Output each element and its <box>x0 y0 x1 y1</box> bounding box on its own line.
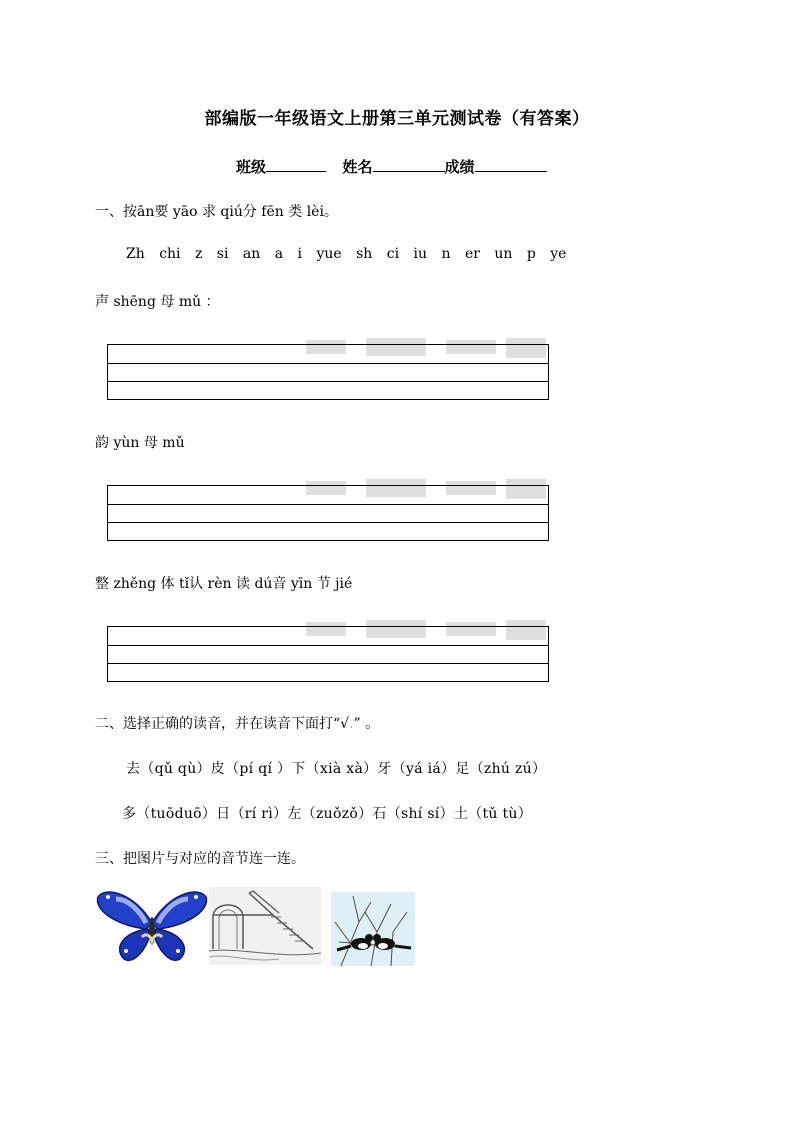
q2-heading-prefix: 二、选择正确的读音，并在读音下面打“ <box>95 716 341 732</box>
q2-heading <box>95 713 379 733</box>
student-info <box>236 156 547 177</box>
dot-mark: . <box>349 716 354 732</box>
class-label: 班级 <box>236 158 267 176</box>
q1-heading: 一、按ān要 yāo 求 qiú分 fēn 类 lèi。 <box>95 204 338 220</box>
name-blank[interactable] <box>373 157 445 172</box>
pinyin-letters: Zh chi z si an a i yue sh ci iu n er un p ye <box>126 246 567 262</box>
shengmu-label: 声 shēng 母 mǔ ： <box>95 294 220 310</box>
name-label: 姓名 <box>342 158 373 176</box>
magpies-image[interactable] <box>331 892 415 966</box>
reading-options-row-1[interactable]: 去（qǔ qù）皮（pí qí ）下（xià xà）牙（yá iá）足（zhú zú） <box>126 761 547 777</box>
score-blank[interactable] <box>475 157 547 172</box>
reading-options-row-2[interactable]: 多（tuōduō）日（rí rì）左（zuǒzǒ）石（shí sí）土（tǔ tù） <box>122 806 533 822</box>
shengmu-writing-lines[interactable] <box>107 344 549 400</box>
bridge-image[interactable] <box>209 887 321 965</box>
zhengti-writing-lines[interactable] <box>107 626 549 682</box>
yunmu-label: 韵 yùn 母 mǔ <box>95 435 185 451</box>
yunmu-writing-lines[interactable] <box>107 485 549 541</box>
class-blank[interactable] <box>266 157 326 172</box>
butterfly-image[interactable] <box>96 885 208 965</box>
score-label: 成绩 <box>444 158 475 176</box>
q2-heading-suffix: ” 。 <box>353 716 380 732</box>
zhengti-label: 整 zhěng 体 tǐ认 rèn 读 dú音 yīn 节 jié <box>95 576 353 592</box>
page-title: 部编版一年级语文上册第三单元测试卷（有答案） <box>204 109 590 129</box>
checkmark-icon: √ <box>340 716 350 732</box>
q3-heading: 三、把图片与对应的音节连一连。 <box>95 851 305 867</box>
